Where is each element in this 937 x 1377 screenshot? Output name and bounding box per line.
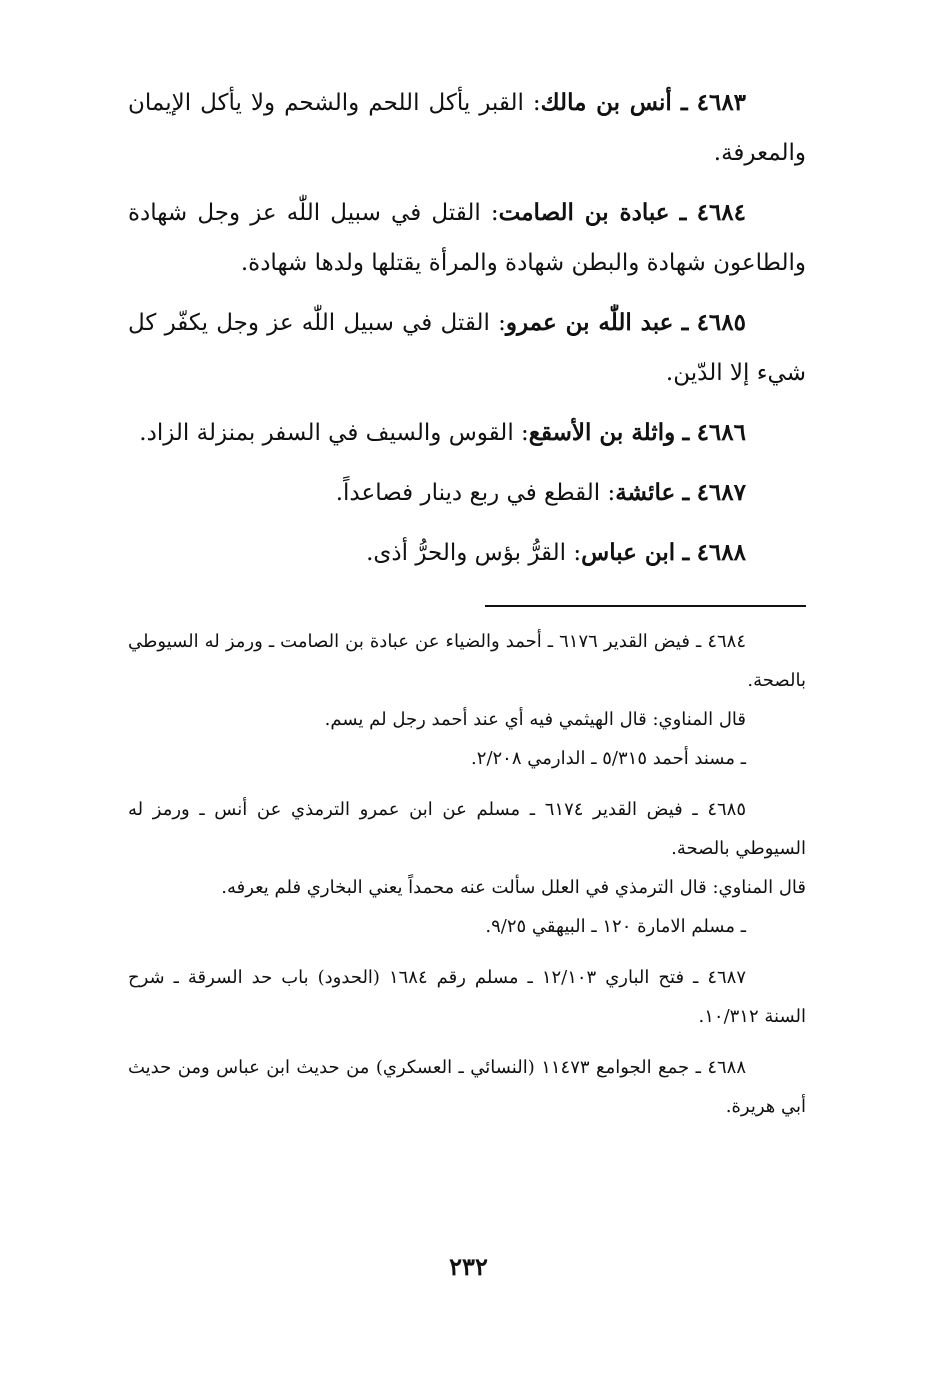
entry-number: ٤٦٨٧: [696, 479, 746, 506]
footnote-4685-reference: ـ مسلم الامارة ١٢٠ ـ البيهقي ٩/٢٥.: [485, 916, 746, 937]
page-number: ٢٣٢: [449, 1252, 488, 1281]
footnote-4688: [128, 1048, 806, 1126]
entry-number: ٤٦٨٤: [696, 199, 747, 226]
entry-dash: ـ: [679, 199, 687, 226]
entry-number: ٤٦٨٨: [696, 539, 746, 566]
hadith-entries: [128, 78, 806, 578]
footnote-4685-comment: قال المناوي: قال الترمذي في العلل سألت عنه محمداً يعني البخاري فلم يعرفه.: [221, 877, 806, 898]
entry-narrator: عائشة: [615, 479, 676, 506]
entry-dash: ـ: [681, 309, 689, 336]
entry-text: : القبر يأكل اللحم والشحم ولا يأكل الإيمان والمعرفة.: [128, 90, 806, 166]
entry-dash: ـ: [682, 419, 690, 446]
footnote-4687: [128, 958, 806, 1036]
entry-number: ٤٦٨٦: [696, 419, 746, 446]
hadith-entry-4683: [128, 78, 806, 178]
entry-narrator: عبد اللّٰه بن عمرو: [505, 309, 674, 336]
footnote-text: ٤٦٨٧ ـ فتح الباري ١٢/١٠٣ ـ مسلم رقم ١٦٨٤ (الحدود) باب حد السرقة ـ شرح السنة ١٠/٣١٢.: [128, 967, 806, 1027]
entry-text: : القطع في ربع دينار فصاعداً.: [335, 480, 616, 506]
entry-text: : القتل في سبيل اللّٰه عز وجل شهادة والطاعون شهادة والبطن شهادة والمرأة يقتلها ولدها شهادة.: [128, 200, 806, 276]
footnote-4684: [128, 622, 806, 700]
entry-narrator: عبادة بن الصامت: [498, 199, 670, 226]
footnote-text: ٤٦٨٥ ـ فيض القدير ٦١٧٤ ـ مسلم عن ابن عمرو الترمذي عن أنس ـ ورمز له السيوطي بالصحة.: [128, 799, 806, 859]
entry-number: ٤٦٨٣: [696, 89, 747, 116]
entry-narrator: ابن عباس: [581, 539, 676, 566]
hadith-entry-4685: [128, 298, 806, 398]
entry-number: ٤٦٨٥: [696, 309, 746, 336]
footnote-text: ٤٦٨٨ ـ جمع الجوامع ١١٤٧٣ (النسائي ـ العسكري) من حديث ابن عباس ومن حديث أبي هريرة.: [128, 1057, 806, 1117]
hadith-entry-4687: [128, 468, 806, 518]
footnote-4685: [128, 790, 806, 868]
entry-dash: ـ: [682, 479, 690, 506]
hadith-entry-4686: [128, 408, 806, 458]
footnote-divider: [485, 605, 806, 607]
entry-text: : القوس والسيف في السفر بمنزلة الزاد.: [139, 420, 529, 446]
hadith-entry-4684: [128, 188, 806, 288]
entry-text: : القتل في سبيل اللّٰه عز وجل يكفّر كل شيء إلا الدّين.: [128, 310, 806, 386]
footnote-4684-comment: قال المناوي: قال الهيثمي فيه أي عند أحمد رجل لم يسم.: [324, 709, 746, 730]
footnotes: [128, 622, 806, 1138]
entry-dash: ـ: [682, 539, 690, 566]
footnote-4684-reference: ـ مسند أحمد ٥/٣١٥ ـ الدارمي ٢/٢٠٨.: [471, 748, 746, 769]
footnote-text: ٤٦٨٤ ـ فيض القدير ٦١٧٦ ـ أحمد والضياء عن عبادة بن الصامت ـ ورمز له السيوطي بالصحة.: [128, 631, 806, 691]
hadith-entry-4688: [128, 528, 806, 578]
entry-narrator: واثلة بن الأسقع: [528, 419, 676, 446]
entry-narrator: أنس بن مالك: [540, 89, 672, 116]
entry-dash: ـ: [680, 89, 688, 116]
entry-text: : القرُّ بؤس والحرُّ أذى.: [366, 540, 582, 566]
